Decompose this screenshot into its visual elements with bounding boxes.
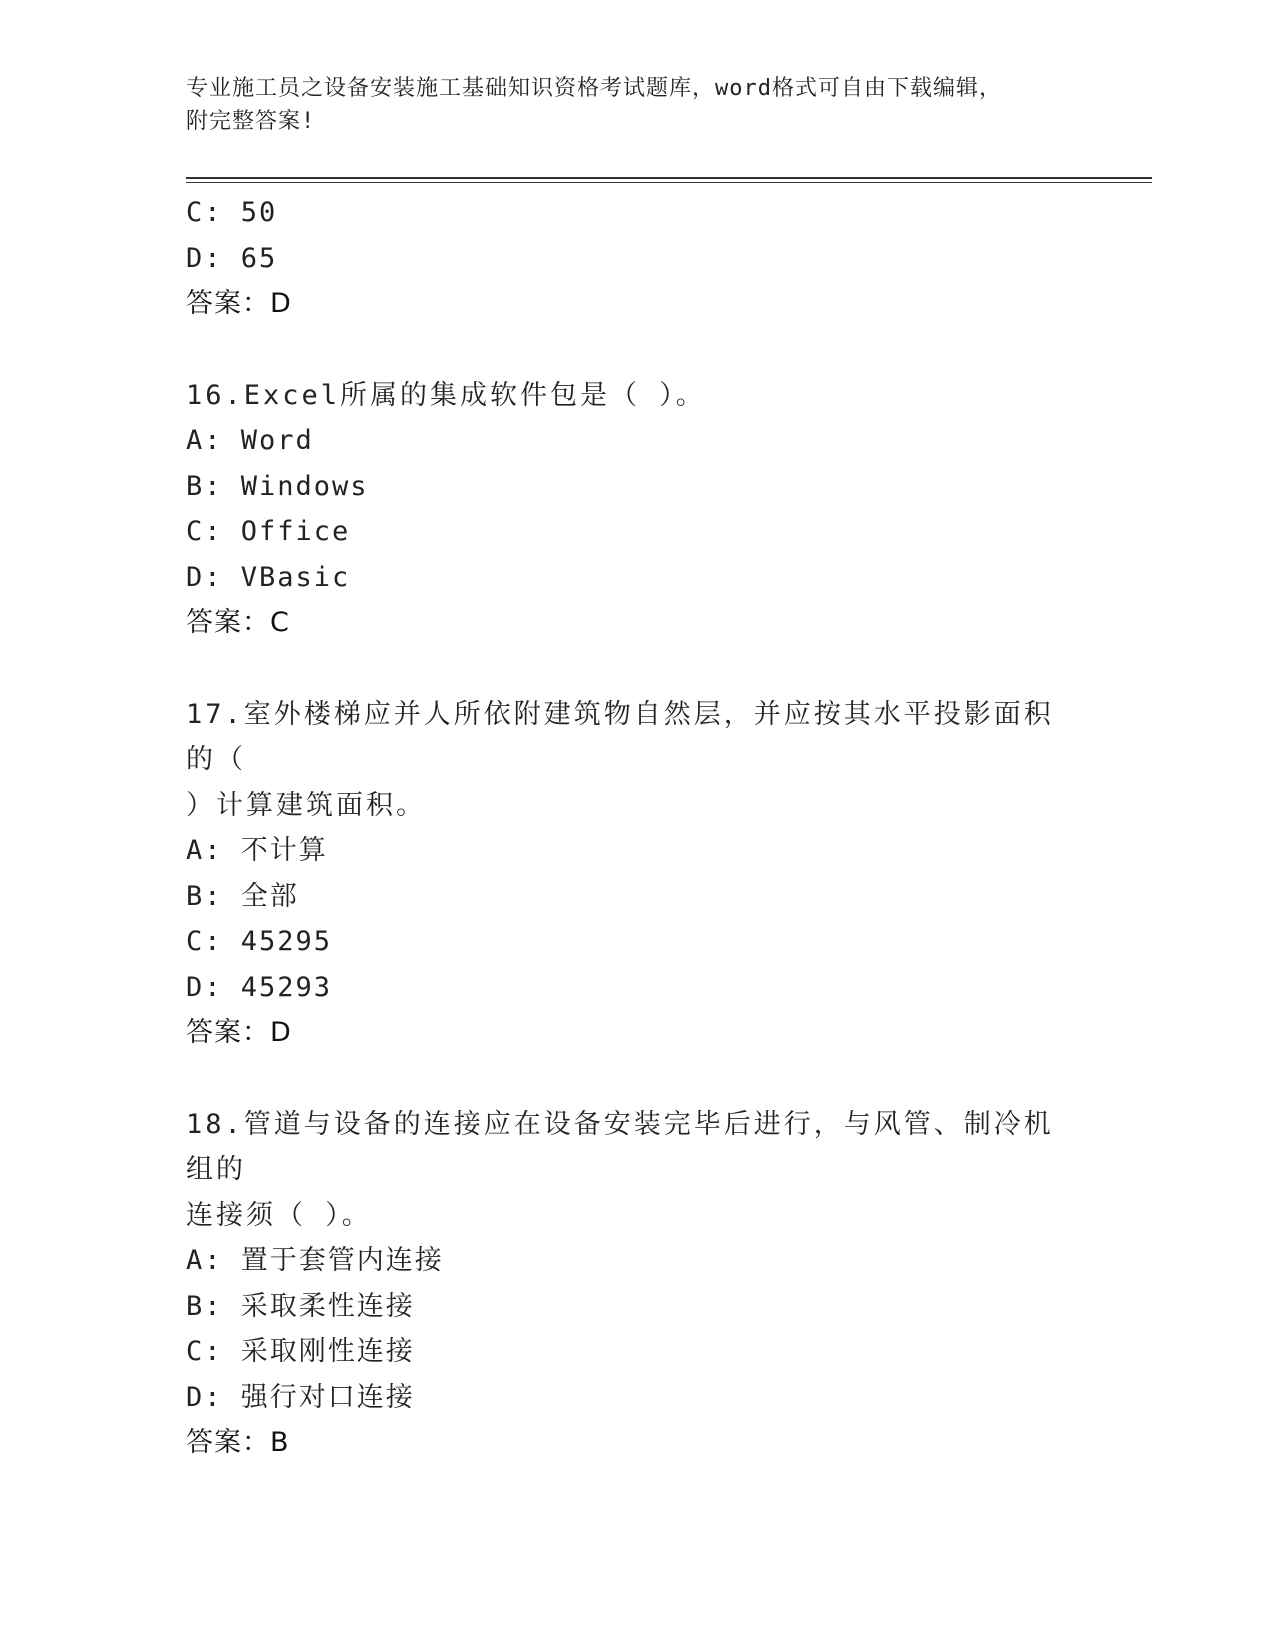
option-c: C: 采取刚性连接 — [186, 1336, 415, 1367]
option-d: D: 65 — [186, 242, 278, 274]
option-c: C: 50 — [186, 197, 278, 228]
question-text-line-1: 18.管道与设备的连接应在设备安装完毕后进行，与风管、制冷机组的 — [186, 1108, 1054, 1185]
header-line-1: 专业施工员之设备安装施工基础知识资格考试题库，word格式可自由下载编辑， — [186, 76, 1002, 101]
option-d: D: 45293 — [186, 971, 333, 1003]
option-a: A: Word — [186, 425, 314, 456]
spacer — [186, 1056, 1086, 1102]
answer-line: 答案：B — [186, 1427, 290, 1458]
question-block-16 — [186, 373, 1086, 646]
question-block-18 — [186, 1102, 1086, 1466]
option-d: D: 强行对口连接 — [186, 1381, 415, 1413]
option-c: C: 45295 — [186, 926, 333, 957]
answer-line: 答案：C — [186, 607, 290, 638]
option-b: B: 采取柔性连接 — [186, 1290, 415, 1322]
option-c: C: Office — [186, 516, 351, 547]
option-a: A: 置于套管内连接 — [186, 1245, 444, 1276]
spacer — [186, 327, 1086, 373]
question-text-line-2: 连接须（ ）。 — [186, 1199, 372, 1231]
option-b: B: 全部 — [186, 880, 299, 912]
header-divider-thin — [186, 182, 1152, 183]
option-a: A: 不计算 — [186, 835, 328, 866]
question-text: 16.Excel所属的集成软件包是（ ）。 — [186, 379, 706, 411]
option-d: D: VBasic — [186, 561, 351, 593]
question-list — [186, 190, 1086, 1466]
question-block-15 — [186, 190, 1086, 327]
question-text-line-2: ）计算建筑面积。 — [186, 789, 426, 821]
answer-line: 答案：D — [186, 288, 292, 319]
document-header — [186, 72, 1086, 138]
question-text-line-1: 17.室外楼梯应并人所依附建筑物自然层，并应按其水平投影面积的（ — [186, 698, 1054, 775]
answer-line: 答案：D — [186, 1017, 292, 1048]
spacer — [186, 646, 1086, 692]
header-line-2: 附完整答案! — [186, 109, 316, 134]
option-b: B: Windows — [186, 470, 369, 502]
question-block-17 — [186, 692, 1086, 1056]
header-divider-thick — [186, 177, 1152, 179]
